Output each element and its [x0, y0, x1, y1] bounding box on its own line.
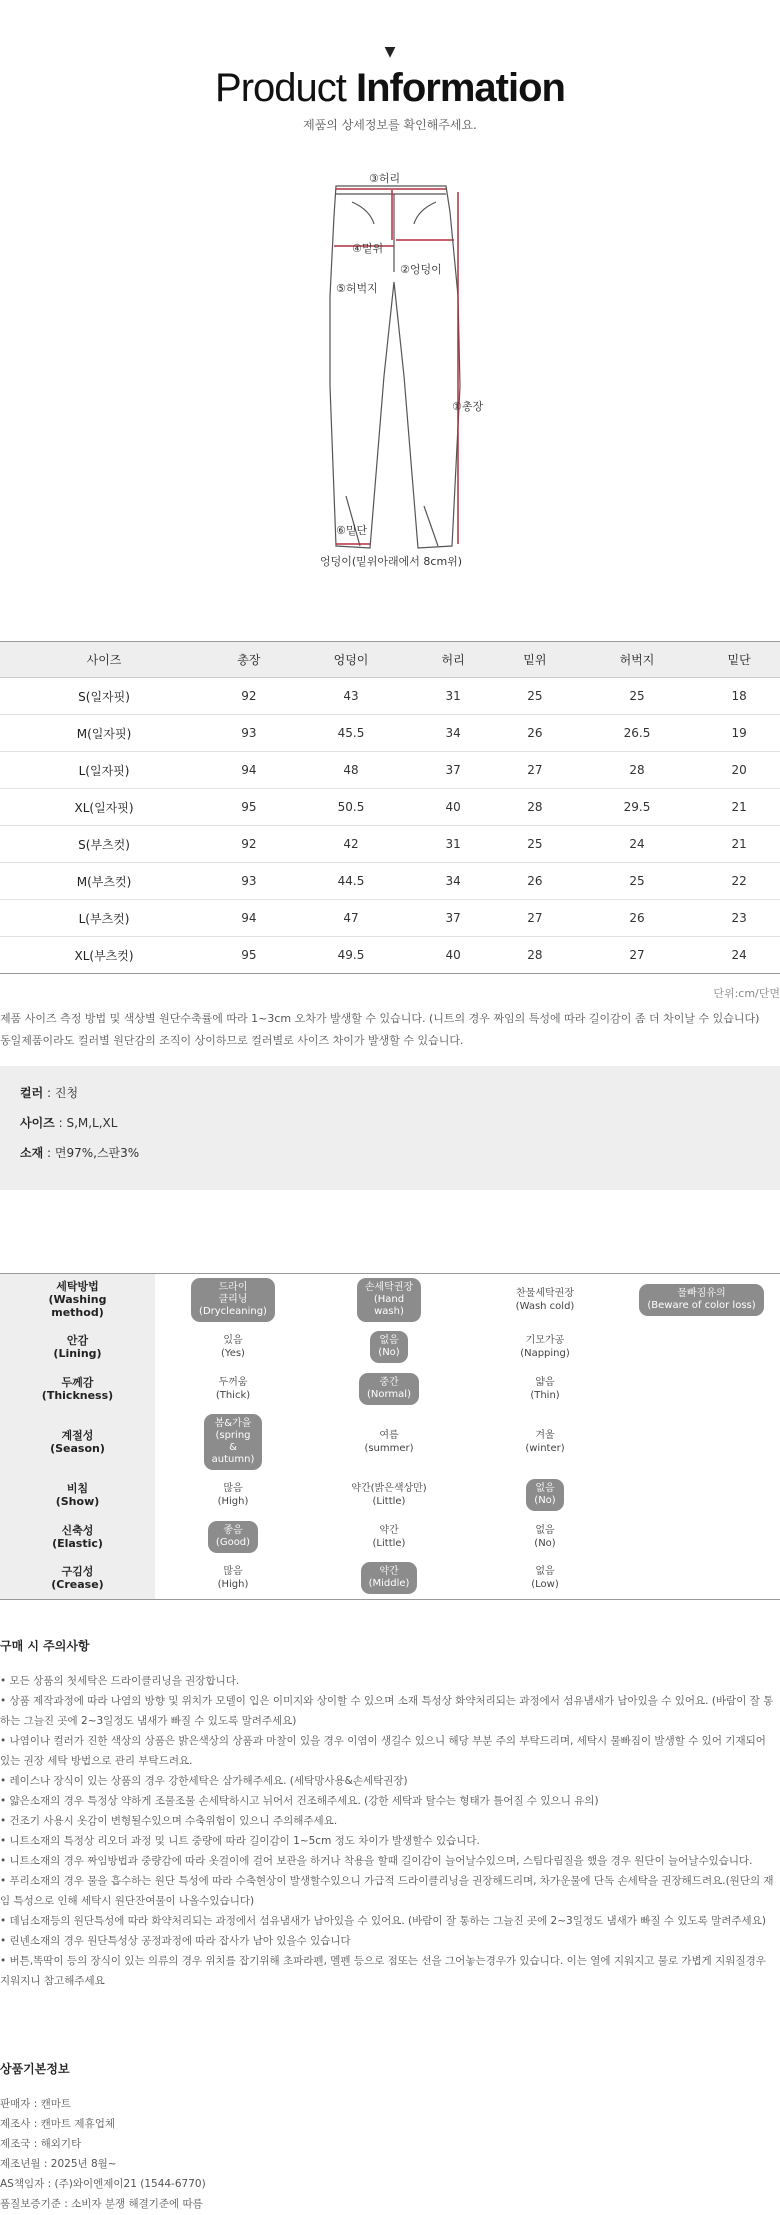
size-value-cell: 47: [290, 900, 413, 937]
size-value-cell: 93: [208, 863, 290, 900]
color-label: 컬러: [20, 1086, 44, 1100]
table-row: [0, 715, 780, 752]
care-label: 두께감 (Thickness): [0, 1368, 155, 1410]
care-label: 계절성 (Season): [0, 1410, 155, 1474]
care-option: [467, 1474, 623, 1516]
care-option: 찬물세탁권장 (Wash cold): [467, 1274, 623, 1326]
size-value-cell: 34: [412, 863, 494, 900]
size-value-cell: 26: [494, 863, 576, 900]
caution-line: • 데님소재등의 원단특성에 따라 화약처리되는 과정에서 섬유냄새가 남아있을 수 있어요. (바람이 잘 통하는 그늘진 곳에 2~3일정도 냄새가 빠질 수 있도록 말려주세요): [0, 1915, 766, 1927]
care-row-washing: [0, 1274, 780, 1326]
size-value-cell: 94: [208, 752, 290, 789]
size-value-cell: 27: [576, 937, 699, 974]
down-arrow-icon: ▼: [384, 44, 396, 60]
size-value-cell: 25: [494, 826, 576, 863]
selected-pill: 봄&가을 (spring & autumn): [204, 1414, 263, 1470]
selected-pill: 약간 (Middle): [361, 1562, 418, 1594]
care-option: [623, 1368, 780, 1410]
size-value-cell: 42: [290, 826, 413, 863]
size-value-cell: 26.5: [576, 715, 699, 752]
size-value-cell: 21: [698, 826, 780, 863]
size-value-cell: 49.5: [290, 937, 413, 974]
care-option: 약간(밝은색상만) (Little): [351, 1482, 427, 1507]
color-row: [20, 1084, 78, 1101]
pants-illustration: [300, 176, 480, 576]
size-value-cell: 95: [208, 937, 290, 974]
care-option: [311, 1368, 467, 1410]
care-row-thickness: [0, 1368, 780, 1410]
care-option: 여름 (summer): [364, 1429, 414, 1454]
table-row: [0, 937, 780, 974]
size-value-cell: 21: [698, 789, 780, 826]
caution-line: • 푸리소재의 경우 물을 흡수하는 원단 특성에 따라 수축현상이 발생할수있으니 가급적 드라이클리닝을 권장해드리며, 차가운물에 단독 손세탁을 권장해드려요.(원단의 재: [0, 1875, 774, 1887]
header-thigh: 허벅지: [576, 642, 699, 678]
size-value-cell: 25: [576, 678, 699, 715]
size-name-cell: L(일자핏): [0, 752, 208, 789]
selected-pill: 손세탁권장 (Hand wash): [357, 1278, 421, 1322]
header-hem: 밑단: [698, 642, 780, 678]
caution-line: 지워지니 참고해주세요: [0, 1975, 105, 1987]
size-name-cell: M(일자핏): [0, 715, 208, 752]
care-table: [0, 1273, 780, 1600]
size-value-cell: 40: [412, 937, 494, 974]
label-hip: ②엉덩이: [400, 263, 442, 276]
product-info-box: [0, 1066, 780, 1190]
material-value: : 면97%,스판3%: [43, 1146, 140, 1160]
care-option: [623, 1326, 780, 1368]
table-row: [0, 752, 780, 789]
selected-pill: 중간 (Normal): [359, 1373, 419, 1405]
basic-info-line: AS책임자 : (주)와이엔제이21 (1544-6770): [0, 2178, 206, 2190]
size-value-cell: 92: [208, 678, 290, 715]
size-value-cell: 24: [698, 937, 780, 974]
size-value-cell: 20: [698, 752, 780, 789]
size-value-cell: 26: [494, 715, 576, 752]
size-value-cell: 34: [412, 715, 494, 752]
label-rise: ④밑위: [352, 242, 384, 255]
header-hip: 엉덩이: [290, 642, 413, 678]
size-value: : S,M,L,XL: [54, 1116, 118, 1130]
care-label: 신축성 (Elastic): [0, 1516, 155, 1558]
size-value-cell: 25: [494, 678, 576, 715]
care-option: 기모가공 (Napping): [520, 1334, 570, 1359]
selected-pill: 물빠짐유의 (Beware of color loss): [639, 1284, 763, 1316]
care-option: [155, 1410, 311, 1474]
size-note: 동일제품이라도 컬러별 원단감의 조직이 상이하므로 컬러별로 사이즈 차이가 발생할 수 있습니다.: [0, 1034, 464, 1047]
header-size: 사이즈: [0, 642, 208, 678]
selected-pill: 드라이 클리닝 (Drycleaning): [191, 1278, 275, 1322]
basic-info-line: 판매자 : 캔마트: [0, 2098, 72, 2110]
size-value-cell: 27: [494, 900, 576, 937]
title-bold: Information: [355, 66, 565, 110]
care-row-elastic: [0, 1516, 780, 1558]
size-value-cell: 37: [412, 752, 494, 789]
size-value-cell: 23: [698, 900, 780, 937]
size-value-cell: 25: [576, 863, 699, 900]
caution-line: 임 특성으로 인해 세탁시 원단잔여물이 나올수있습니다): [0, 1895, 255, 1907]
size-row: [20, 1114, 117, 1131]
size-name-cell: L(부츠컷): [0, 900, 208, 937]
care-label: 구김성 (Crease): [0, 1558, 155, 1600]
care-option: 많음 (High): [217, 1482, 249, 1507]
diagram-caption: 엉덩이(밑위아래에서 8cm위): [320, 555, 463, 568]
basic-info-title: 상품기본정보: [0, 2062, 70, 2076]
care-option: [623, 1558, 780, 1600]
size-value-cell: 22: [698, 863, 780, 900]
table-row: [0, 863, 780, 900]
selected-pill: 좋음 (Good): [208, 1521, 258, 1553]
basic-info-line: 품질보증기준 : 소비자 분쟁 해결기준에 따름: [0, 2198, 203, 2210]
size-value-cell: 48: [290, 752, 413, 789]
size-name-cell: S(부츠컷): [0, 826, 208, 863]
size-table-header: [0, 642, 780, 678]
selected-pill: 없음 (No): [370, 1331, 407, 1363]
care-option: 많음 (High): [155, 1558, 311, 1600]
caution-line: • 얇은소재의 경우 특정상 약하게 조물조물 손세탁하시고 뉘어서 건조해주세요. (강한 세탁과 탈수는 형태가 틀어질 수 있으니 유의): [0, 1795, 599, 1807]
size-label: 사이즈: [20, 1116, 55, 1130]
care-option: 없음 (No): [534, 1524, 556, 1549]
care-row-season: [0, 1410, 780, 1474]
care-option: [311, 1274, 467, 1326]
title-light: Product: [215, 66, 356, 110]
care-label: 안감 (Lining): [0, 1326, 155, 1368]
care-option: 겨울 (winter): [525, 1429, 565, 1454]
caution-line: • 레이스나 장식이 있는 상품의 경우 강한세탁은 삼가해주세요. (세탁망사용&손세탁권장): [0, 1775, 408, 1787]
color-value: : 진청: [43, 1086, 79, 1100]
caution-line: • 건조기 사용시 옷감이 변형될수있으며 수축위험이 있으니 주의해주세요.: [0, 1815, 338, 1827]
size-value-cell: 37: [412, 900, 494, 937]
size-value-cell: 28: [494, 789, 576, 826]
size-value-cell: 45.5: [290, 715, 413, 752]
label-hem: ⑥밑단: [336, 524, 368, 537]
size-name-cell: S(일자핏): [0, 678, 208, 715]
size-value-cell: 95: [208, 789, 290, 826]
caution-line: • 니트소재의 특정상 리오더 과정 및 니트 중량에 따라 길이감이 1~5cm 정도 차이가 발생할수 있습니다.: [0, 1835, 480, 1847]
care-option: 있음 (Yes): [221, 1334, 245, 1359]
size-value-cell: 43: [290, 678, 413, 715]
size-value-cell: 93: [208, 715, 290, 752]
caution-line: • 니트소재의 경우 짜임방법과 중량감에 따라 옷걸이에 걸어 보관을 하거나 착용을 할때 길이감이 늘어날수있으며, 스팀다림질을 했을 경우 원단이 늘어날수있습니다.: [0, 1855, 753, 1867]
size-value-cell: 28: [576, 752, 699, 789]
material-label: 소재: [20, 1146, 44, 1160]
size-value-cell: 18: [698, 678, 780, 715]
label-length: ①총장: [452, 400, 484, 413]
basic-info-line: 제조년월 : 2025년 8월~: [0, 2158, 117, 2170]
care-option: 약간 (Little): [372, 1524, 406, 1549]
care-option: [623, 1410, 780, 1474]
caution-line: • 모든 상품의 첫세탁은 드라이클리닝을 권장합니다.: [0, 1675, 240, 1687]
label-waist: ③허리: [369, 172, 401, 185]
care-option: [155, 1274, 311, 1326]
selected-pill: 없음 (No): [526, 1479, 563, 1511]
care-option: [311, 1326, 467, 1368]
care-option: 두꺼움 (Thick): [215, 1376, 251, 1401]
basic-info-line: 제조국 : 해외기타: [0, 2138, 82, 2150]
table-row: [0, 900, 780, 937]
cautions-title: 구매 시 주의사항: [0, 1639, 90, 1653]
size-value-cell: 94: [208, 900, 290, 937]
caution-line: 있는 권장 세탁 방법으로 관리 부탁드려요.: [0, 1755, 193, 1767]
caution-line: • 상품 제작과정에 따라 나염의 방향 및 위치가 모델이 입은 이미지와 상이할 수 있으며 소재 특성상 화약처리되는 과정에서 섬유냄새가 남아있을 수 있어요. (바람이 잘 통: [0, 1695, 774, 1707]
table-row: [0, 789, 780, 826]
size-value-cell: 31: [412, 826, 494, 863]
caution-line: • 린넨소재의 경우 원단특성상 공정과정에 따라 잡사가 남아 있을수 있습니다: [0, 1935, 351, 1947]
pants-diagram: [300, 172, 484, 576]
care-option: 얇음 (Thin): [530, 1376, 560, 1401]
header-waist: 허리: [412, 642, 494, 678]
size-value-cell: 40: [412, 789, 494, 826]
care-label: 세탁방법 (Washing method): [0, 1274, 155, 1326]
size-value-cell: 31: [412, 678, 494, 715]
header-length: 총장: [208, 642, 290, 678]
caution-line: • 나염이나 컬러가 진한 색상의 상품은 밝은색상의 상품과 마찰이 있을 경우 이염이 생길수 있으니 해당 부분 주의 부탁드리며, 세탁시 물빠짐이 발생할 수 있어 기재되어: [0, 1735, 766, 1747]
care-option: 없음 (Low): [467, 1558, 623, 1600]
size-name-cell: XL(일자핏): [0, 789, 208, 826]
size-value-cell: 27: [494, 752, 576, 789]
size-value-cell: 50.5: [290, 789, 413, 826]
size-value-cell: 44.5: [290, 863, 413, 900]
care-row-crease: [0, 1558, 780, 1600]
care-row-show: [0, 1474, 780, 1516]
label-thigh: ⑤허벅지: [336, 282, 378, 295]
size-value-cell: 26: [576, 900, 699, 937]
unit-label: 단위:cm/단면: [713, 987, 780, 1000]
basic-info-line: 제조사 : 캔마트 제휴업체: [0, 2118, 115, 2130]
care-option: [623, 1274, 780, 1326]
size-value-cell: 29.5: [576, 789, 699, 826]
care-option: [155, 1516, 311, 1558]
size-name-cell: XL(부츠컷): [0, 937, 208, 974]
care-option: [623, 1516, 780, 1558]
material-row: [20, 1144, 139, 1161]
care-option: [311, 1558, 467, 1600]
caution-line: • 버튼,똑딱이 등의 장식이 있는 의류의 경우 위치를 잡기위해 초파라펜, 멜펜 등으로 점또는 선을 그어놓는경우가 있습니다. 이는 열에 지워지고 물로 가볍게 지워질경우: [0, 1955, 766, 1967]
size-value-cell: 19: [698, 715, 780, 752]
size-value-cell: 24: [576, 826, 699, 863]
table-row: [0, 678, 780, 715]
table-row: [0, 826, 780, 863]
care-option: [623, 1474, 780, 1516]
size-name-cell: M(부츠컷): [0, 863, 208, 900]
size-value-cell: 28: [494, 937, 576, 974]
size-note: 제품 사이즈 측정 방법 및 색상별 원단수축률에 따라 1~3cm 오차가 발생할 수 있습니다. (니트의 경우 짜임의 특성에 따라 길이감이 좀 더 차이날 수 있습니다): [0, 1012, 760, 1025]
size-table: [0, 641, 780, 974]
care-label: 비침 (Show): [0, 1474, 155, 1516]
page-title: [0, 66, 780, 111]
size-value-cell: 92: [208, 826, 290, 863]
caution-line: 하는 그늘진 곳에 2~3일정도 냄새가 빠질 수 있도록 말려주세요): [0, 1715, 297, 1727]
header-rise: 밑위: [494, 642, 576, 678]
page-subtitle: 제품의 상세정보를 확인해주세요.: [303, 118, 477, 132]
care-row-lining: [0, 1326, 780, 1368]
